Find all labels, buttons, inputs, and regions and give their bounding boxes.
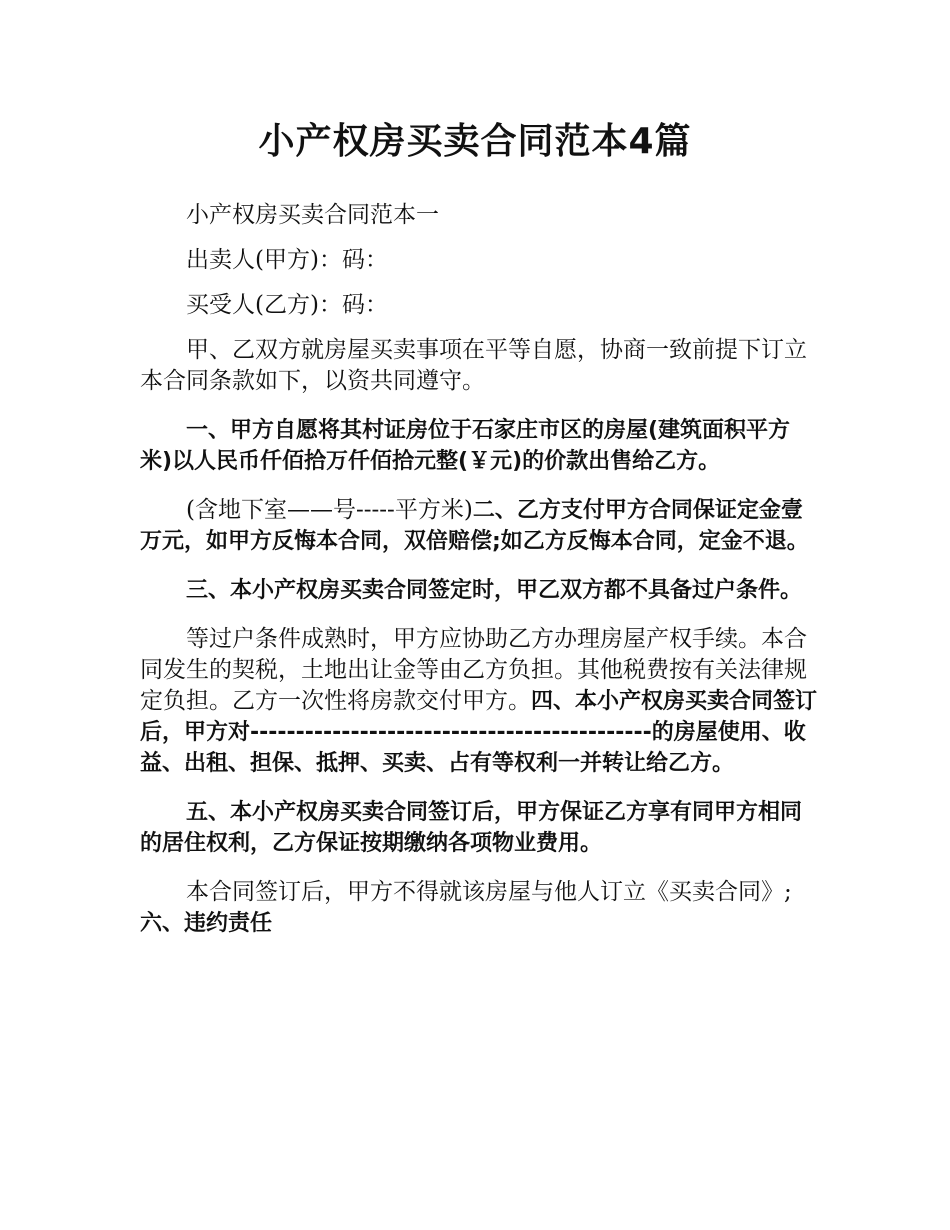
contract-heading: 小产权房买卖合同范本一	[186, 202, 439, 228]
clause-2-paragraph	[140, 495, 820, 557]
clause-5: 五、本小产权房买卖合同签订后，甲方保证乙方享有同甲方相同的居住权利，乙方保证按期缴纳各项物业费用。	[140, 800, 803, 856]
clause-3: 三、本小产权房买卖合同签定时，甲乙双方都不具备过户条件。	[186, 578, 803, 603]
clause-4-paragraph	[140, 624, 820, 779]
clause-6-paragraph	[140, 877, 820, 939]
clause-6-heading: 六、违约责任	[140, 911, 273, 936]
clause-1: 一、甲方自愿将其村证房位于石家庄市区的房屋(建筑面积平方米)以人民币仟佰拾万仟佰拾元整(￥元)的价款出售给乙方。	[140, 418, 791, 474]
no-resale-terms: 本合同签订后，甲方不得就该房屋与他人订立《买卖合同》;	[186, 879, 792, 905]
transfer-terms: 等过户条件成熟时，甲方应协助乙方办理房屋产权手续。本合同发生的契税，土地出让金等由乙方负担。其他税费按有关法律规定负担。乙方一次性将房款交付甲方。	[140, 626, 807, 714]
clause-2: 二、乙方支付甲方合同保证定金壹万元，如甲方反悔本合同，双倍赔偿;如乙方反悔本合同，定金不退。	[140, 498, 809, 554]
intro-paragraph: 甲、乙双方就房屋买卖事项在平等自愿，协商一致前提下订立本合同条款如下，以资共同遵守。	[140, 337, 807, 394]
seller-line: 出卖人(甲方)：码：	[186, 247, 388, 273]
document-title: 小产权房买卖合同范本4篇	[258, 121, 692, 162]
buyer-line: 买受人(乙方)：码：	[186, 292, 388, 318]
clause-4: 四、本小产权房买卖合同签订后，甲方对--------------------------------------------的房屋使用、收益、出租、担保、抵押、买卖、占有等权利一并转让给乙方。	[140, 689, 818, 776]
document-body	[140, 200, 820, 957]
basement-note: (含地下室——号-----平方米)	[186, 497, 473, 523]
